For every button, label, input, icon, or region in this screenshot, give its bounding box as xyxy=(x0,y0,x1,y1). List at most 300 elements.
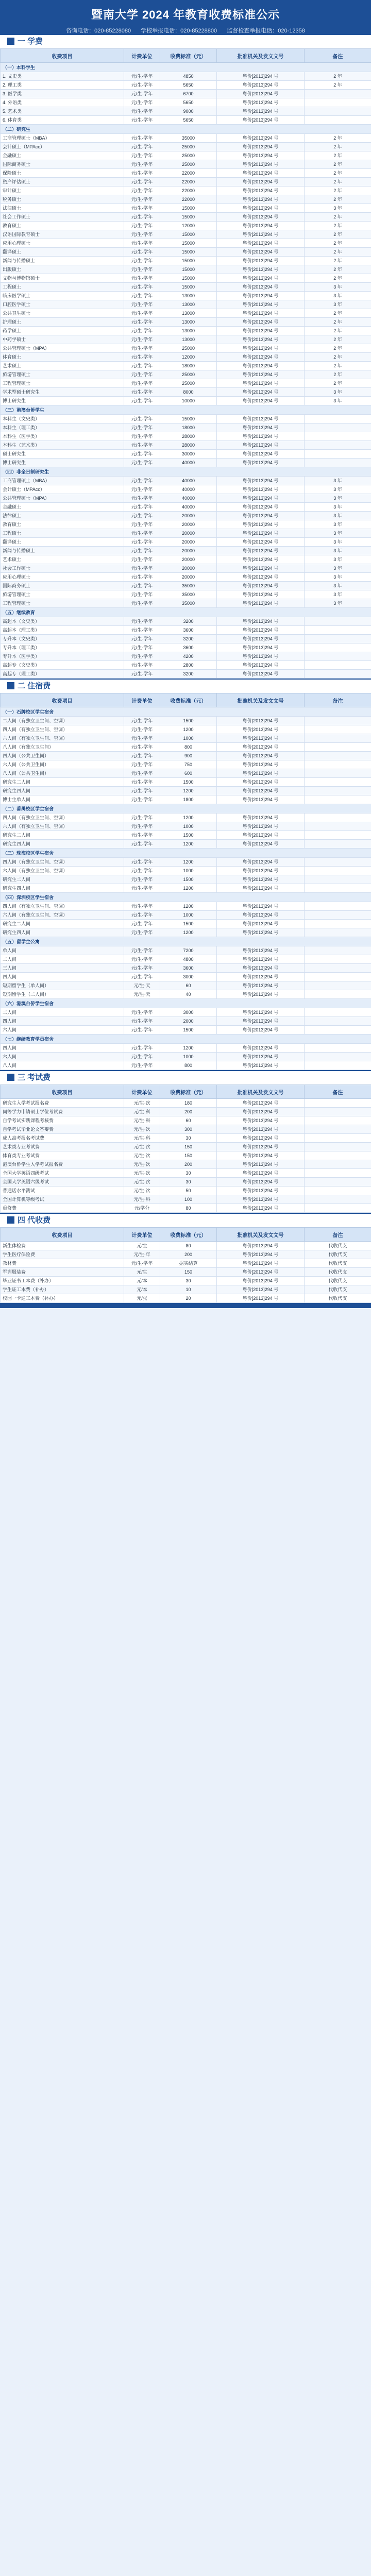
cell-document: 粤价[2013]294 号 xyxy=(217,743,305,752)
cell-note xyxy=(305,661,371,670)
cell-standard: 80 xyxy=(160,1204,217,1213)
cell-standard: 22000 xyxy=(160,178,217,187)
cell-unit: 元/生·学年 xyxy=(124,884,160,893)
cell-note: 3 年 xyxy=(305,300,371,309)
cell-item: 中药学硕士 xyxy=(1,335,124,344)
table-row xyxy=(1,1294,371,1303)
cell-note: 代收代支 xyxy=(305,1285,371,1294)
cell-item: 四人间 xyxy=(1,1017,124,1026)
cell-document: 粤价[2013]294 号 xyxy=(217,1277,305,1285)
table-row xyxy=(1,1277,371,1285)
cell-standard: 1000 xyxy=(160,1053,217,1061)
cell-document: 粤价[2013]294 号 xyxy=(217,98,305,107)
cell-note xyxy=(305,769,371,778)
footer-bar xyxy=(0,1303,371,1308)
cell-document: 粤价[2013]294 号 xyxy=(217,626,305,635)
column-header-note: 备注 xyxy=(305,49,371,63)
cell-standard: 40000 xyxy=(160,503,217,512)
group-row xyxy=(1,707,371,717)
cell-note: 2 年 xyxy=(305,327,371,335)
cell-document: 粤价[2013]294 号 xyxy=(217,441,305,450)
cell-standard: 3200 xyxy=(160,617,217,626)
table-row xyxy=(1,538,371,547)
cell-standard: 20 xyxy=(160,1294,217,1303)
cell-item: 法律硕士 xyxy=(1,512,124,520)
cell-item: 自学考试毕业论文答辩费 xyxy=(1,1125,124,1134)
column-header-note: 备注 xyxy=(305,1085,371,1099)
cell-item: 军训服装费 xyxy=(1,1268,124,1277)
table-row xyxy=(1,840,371,849)
cell-standard: 20000 xyxy=(160,538,217,547)
column-header-unit: 计费单位 xyxy=(124,1085,160,1099)
cell-document: 粤价[2013]294 号 xyxy=(217,388,305,397)
cell-document: 粤价[2013]294 号 xyxy=(217,274,305,283)
cell-item: 工程硕士 xyxy=(1,283,124,292)
table-row xyxy=(1,169,371,178)
cell-note xyxy=(305,946,371,955)
consult-phone: 咨询电话：020-85228080 xyxy=(66,28,131,34)
cell-document: 粤价[2013]294 号 xyxy=(217,257,305,265)
cell-unit: 元/生·学年 xyxy=(124,875,160,884)
table-row xyxy=(1,1151,371,1160)
cell-document: 粤价[2013]294 号 xyxy=(217,981,305,990)
cell-item: 体育硕士 xyxy=(1,353,124,362)
group-label: （三）珠海校区学生宿舍 xyxy=(1,849,371,858)
column-header-document: 批准机关及发文文号 xyxy=(217,693,305,707)
cell-note: 3 年 xyxy=(305,204,371,213)
cell-unit: 元/生·学年 xyxy=(124,512,160,520)
table-row xyxy=(1,661,371,670)
cell-item: 护理硕士 xyxy=(1,318,124,327)
cell-standard: 25000 xyxy=(160,160,217,169)
cell-item: 六人间 xyxy=(1,1026,124,1035)
section-title: 四 代收费 xyxy=(18,1216,51,1225)
table-row xyxy=(1,257,371,265)
cell-item: 艺术硕士 xyxy=(1,555,124,564)
table-header-row xyxy=(1,1085,371,1099)
cell-standard: 3000 xyxy=(160,1008,217,1017)
column-header-standard: 收费标准（元） xyxy=(160,49,217,63)
cell-document: 粤价[2013]294 号 xyxy=(217,116,305,125)
cell-document: 粤价[2013]294 号 xyxy=(217,423,305,432)
cell-standard: 3600 xyxy=(160,626,217,635)
cell-unit: 元/生·学年 xyxy=(124,441,160,450)
supervision-report-phone: 监督检查举报电话：020-12358 xyxy=(227,28,305,34)
cell-unit: 元/生·学年 xyxy=(124,1026,160,1035)
cell-standard: 60 xyxy=(160,981,217,990)
cell-document: 粤价[2013]294 号 xyxy=(217,867,305,875)
cell-unit: 元/生·学年 xyxy=(124,248,160,257)
section-title: 一 学费 xyxy=(18,37,43,46)
cell-document: 粤价[2013]294 号 xyxy=(217,1195,305,1204)
cell-note: 3 年 xyxy=(305,599,371,608)
cell-item: 金融硕士 xyxy=(1,503,124,512)
cell-note: 2 年 xyxy=(305,248,371,257)
section-marker-icon xyxy=(7,1074,14,1081)
cell-unit: 元/生·学年 xyxy=(124,143,160,151)
cell-standard: 20000 xyxy=(160,512,217,520)
cell-standard: 300 xyxy=(160,1125,217,1134)
cell-document: 粤价[2013]294 号 xyxy=(217,459,305,467)
cell-standard: 22000 xyxy=(160,195,217,204)
cell-standard: 750 xyxy=(160,760,217,769)
table-row xyxy=(1,415,371,423)
cell-note: 3 年 xyxy=(305,547,371,555)
table-row xyxy=(1,626,371,635)
cell-document: 粤价[2013]294 号 xyxy=(217,151,305,160)
cell-document: 粤价[2013]294 号 xyxy=(217,752,305,760)
cell-unit: 元/生·学年 xyxy=(124,1008,160,1017)
cell-standard: 1000 xyxy=(160,867,217,875)
table-row xyxy=(1,1285,371,1294)
cell-unit: 元/生·学年 xyxy=(124,538,160,547)
cell-document: 粤价[2013]294 号 xyxy=(217,432,305,441)
cell-item: 3. 医学类 xyxy=(1,90,124,98)
column-header-standard: 收费标准（元） xyxy=(160,1085,217,1099)
cell-item: 翻译硕士 xyxy=(1,248,124,257)
cell-item: 同等学力申请硕士学位考试费 xyxy=(1,1108,124,1116)
cell-item: 会计硕士（MPAcc） xyxy=(1,485,124,494)
cell-item: 高起专（理工类） xyxy=(1,670,124,679)
cell-standard: 15000 xyxy=(160,248,217,257)
cell-item: 4. 外语类 xyxy=(1,98,124,107)
group-row xyxy=(1,63,371,72)
cell-unit: 元/生·学年 xyxy=(124,911,160,920)
cell-unit: 元/生·天 xyxy=(124,990,160,999)
table-row xyxy=(1,973,371,981)
section-heading xyxy=(0,34,371,48)
cell-unit: 元/生·学年 xyxy=(124,717,160,725)
table-row xyxy=(1,652,371,661)
cell-standard: 200 xyxy=(160,1108,217,1116)
cell-standard: 13000 xyxy=(160,300,217,309)
cell-item: 六人间（有独立卫生间、空调） xyxy=(1,822,124,831)
table-header-row xyxy=(1,49,371,63)
group-row xyxy=(1,467,371,477)
cell-unit: 元/生·学年 xyxy=(124,213,160,222)
table-row xyxy=(1,902,371,911)
cell-note xyxy=(305,752,371,760)
table-row xyxy=(1,309,371,318)
group-row xyxy=(1,125,371,134)
cell-note xyxy=(305,778,371,787)
fee-table xyxy=(0,1084,371,1213)
cell-note xyxy=(305,670,371,679)
cell-item: 艺术类专业考试费 xyxy=(1,1143,124,1151)
cell-document: 粤价[2013]294 号 xyxy=(217,599,305,608)
cell-document: 粤价[2013]294 号 xyxy=(217,169,305,178)
cell-document: 粤价[2013]294 号 xyxy=(217,81,305,90)
cell-standard: 1000 xyxy=(160,734,217,743)
cell-note xyxy=(305,911,371,920)
cell-unit: 元/生·学年 xyxy=(124,928,160,937)
table-row xyxy=(1,1061,371,1070)
table-row xyxy=(1,743,371,752)
cell-note xyxy=(305,107,371,116)
cell-unit: 元/生·学年 xyxy=(124,725,160,734)
group-row xyxy=(1,999,371,1008)
cell-note xyxy=(305,973,371,981)
cell-note: 3 年 xyxy=(305,283,371,292)
group-label: （五）留学生公寓 xyxy=(1,937,371,946)
cell-item: 新生体检费 xyxy=(1,1242,124,1250)
cell-unit: 元/生·学年 xyxy=(124,274,160,283)
table-header-row xyxy=(1,1228,371,1242)
cell-document: 粤价[2013]294 号 xyxy=(217,769,305,778)
table-row xyxy=(1,858,371,867)
group-row xyxy=(1,849,371,858)
table-row xyxy=(1,920,371,928)
cell-standard: 10 xyxy=(160,1285,217,1294)
cell-note: 3 年 xyxy=(305,512,371,520)
cell-note xyxy=(305,884,371,893)
cell-note: 2 年 xyxy=(305,169,371,178)
cell-document: 粤价[2013]294 号 xyxy=(217,582,305,590)
cell-standard: 20000 xyxy=(160,547,217,555)
cell-document: 粤价[2013]294 号 xyxy=(217,520,305,529)
cell-standard: 35000 xyxy=(160,582,217,590)
table-row xyxy=(1,116,371,125)
cell-unit: 元/生·科 xyxy=(124,1134,160,1143)
cell-note: 3 年 xyxy=(305,494,371,503)
cell-unit: 元/生·学年 xyxy=(124,760,160,769)
cell-standard: 28000 xyxy=(160,441,217,450)
cell-note: 3 年 xyxy=(305,590,371,599)
cell-document: 粤价[2013]294 号 xyxy=(217,300,305,309)
cell-standard: 1200 xyxy=(160,787,217,795)
cell-unit: 元/生·学年 xyxy=(124,814,160,822)
cell-document: 粤价[2013]294 号 xyxy=(217,143,305,151)
column-header-document: 批准机关及发文文号 xyxy=(217,1085,305,1099)
cell-unit: 元/生·学年 xyxy=(124,858,160,867)
cell-note xyxy=(305,626,371,635)
cell-unit: 元/生·学年 xyxy=(124,743,160,752)
cell-note: 3 年 xyxy=(305,573,371,582)
table-row xyxy=(1,134,371,143)
cell-document: 粤价[2013]294 号 xyxy=(217,990,305,999)
cell-note xyxy=(305,1061,371,1070)
table-row xyxy=(1,1099,371,1108)
cell-unit: 元/生·学年 xyxy=(124,107,160,116)
cell-item: 工商管理硕士（MBA） xyxy=(1,134,124,143)
cell-note xyxy=(305,955,371,964)
cell-item: 四人间（有独立卫生间、空调） xyxy=(1,858,124,867)
cell-unit: 元/生·学年 xyxy=(124,635,160,643)
cell-standard: 3200 xyxy=(160,670,217,679)
cell-item: 硕士研究生 xyxy=(1,450,124,459)
cell-note: 2 年 xyxy=(305,222,371,230)
cell-document: 粤价[2013]294 号 xyxy=(217,318,305,327)
cell-document: 粤价[2013]294 号 xyxy=(217,840,305,849)
table-row xyxy=(1,379,371,388)
cell-note xyxy=(305,858,371,867)
table-row xyxy=(1,423,371,432)
cell-item: 教育硕士 xyxy=(1,222,124,230)
cell-item: 校园一卡通工本费（补办） xyxy=(1,1294,124,1303)
cell-unit: 元/生·次 xyxy=(124,1160,160,1169)
table-row xyxy=(1,1017,371,1026)
cell-unit: 元/生·学年 xyxy=(124,116,160,125)
cell-item: 2. 理工类 xyxy=(1,81,124,90)
table-row xyxy=(1,1268,371,1277)
cell-unit: 元/生·学年 xyxy=(124,485,160,494)
cell-item: 本科生（艺术类） xyxy=(1,441,124,450)
cell-note: 3 年 xyxy=(305,555,371,564)
cell-standard: 据实结算 xyxy=(160,1259,217,1268)
cell-item: 社会工作硕士 xyxy=(1,213,124,222)
cell-note xyxy=(305,1017,371,1026)
cell-document: 粤价[2013]294 号 xyxy=(217,1125,305,1134)
cell-note xyxy=(305,902,371,911)
cell-item: 重修费 xyxy=(1,1204,124,1213)
cell-note xyxy=(305,90,371,98)
cell-document: 粤价[2013]294 号 xyxy=(217,204,305,213)
cell-item: 体育类专业考试费 xyxy=(1,1151,124,1160)
cell-unit: 元/生·学年 xyxy=(124,831,160,840)
table-row xyxy=(1,1204,371,1213)
cell-standard: 30 xyxy=(160,1169,217,1178)
cell-note: 3 年 xyxy=(305,520,371,529)
cell-unit: 元/生·学年 xyxy=(124,529,160,538)
cell-unit: 元/生·学年 xyxy=(124,344,160,353)
cell-item: 高起专（文史类） xyxy=(1,661,124,670)
table-row xyxy=(1,1026,371,1035)
cell-document: 粤价[2013]294 号 xyxy=(217,717,305,725)
cell-document: 粤价[2013]294 号 xyxy=(217,1026,305,1035)
cell-note xyxy=(305,432,371,441)
cell-document: 粤价[2013]294 号 xyxy=(217,564,305,573)
table-row xyxy=(1,494,371,503)
cell-note: 代收代支 xyxy=(305,1259,371,1268)
group-label: （二）番禺校区学生宿舍 xyxy=(1,804,371,814)
cell-item: 学生医疗保险费 xyxy=(1,1250,124,1259)
cell-note: 2 年 xyxy=(305,370,371,379)
cell-unit: 元/生·学年 xyxy=(124,432,160,441)
cell-document: 粤价[2013]294 号 xyxy=(217,222,305,230)
cell-document: 粤价[2013]294 号 xyxy=(217,335,305,344)
cell-unit: 元/生·学年 xyxy=(124,867,160,875)
cell-unit: 元/生 xyxy=(124,1268,160,1277)
cell-unit: 元/生·学年 xyxy=(124,388,160,397)
cell-note: 3 年 xyxy=(305,538,371,547)
table-row xyxy=(1,318,371,327)
cell-note: 代收代支 xyxy=(305,1268,371,1277)
cell-standard: 12000 xyxy=(160,222,217,230)
cell-standard: 40000 xyxy=(160,494,217,503)
cell-unit: 元/生·学年 xyxy=(124,292,160,300)
cell-standard: 180 xyxy=(160,1099,217,1108)
table-row xyxy=(1,725,371,734)
table-row xyxy=(1,388,371,397)
column-header-document: 批准机关及发文文号 xyxy=(217,49,305,63)
cell-item: 研究生四人间 xyxy=(1,840,124,849)
cell-unit: 元/生·学年 xyxy=(124,734,160,743)
cell-standard: 1200 xyxy=(160,928,217,937)
cell-document: 粤价[2013]294 号 xyxy=(217,213,305,222)
cell-note xyxy=(305,760,371,769)
table-row xyxy=(1,459,371,467)
cell-unit: 元/生·学年 xyxy=(124,300,160,309)
cell-note xyxy=(305,415,371,423)
cell-note: 2 年 xyxy=(305,379,371,388)
cell-item: 保险硕士 xyxy=(1,169,124,178)
cell-standard: 200 xyxy=(160,1160,217,1169)
cell-document: 粤价[2013]294 号 xyxy=(217,760,305,769)
cell-note xyxy=(305,1044,371,1053)
cell-item: 公共卫生硕士 xyxy=(1,309,124,318)
table-row xyxy=(1,512,371,520)
group-row xyxy=(1,1035,371,1044)
cell-note xyxy=(305,1125,371,1134)
group-label: （一）本科学生 xyxy=(1,63,371,72)
cell-note xyxy=(305,867,371,875)
cell-note xyxy=(305,1204,371,1213)
cell-standard: 200 xyxy=(160,1250,217,1259)
cell-standard: 1200 xyxy=(160,902,217,911)
cell-note xyxy=(305,1178,371,1187)
section-heading xyxy=(0,679,371,693)
cell-document: 粤价[2013]294 号 xyxy=(217,1108,305,1116)
cell-standard: 6700 xyxy=(160,90,217,98)
table-row xyxy=(1,239,371,248)
table-row xyxy=(1,503,371,512)
cell-standard: 5650 xyxy=(160,81,217,90)
cell-item: 出版硕士 xyxy=(1,265,124,274)
section-title: 二 住宿费 xyxy=(18,682,51,690)
table-row xyxy=(1,778,371,787)
table-row xyxy=(1,204,371,213)
cell-note: 3 年 xyxy=(305,503,371,512)
cell-item: 博士研究生 xyxy=(1,397,124,405)
cell-item: 应用心理硕士 xyxy=(1,573,124,582)
cell-note: 代收代支 xyxy=(305,1242,371,1250)
cell-document: 粤价[2013]294 号 xyxy=(217,239,305,248)
cell-standard: 13000 xyxy=(160,335,217,344)
table-row xyxy=(1,617,371,626)
cell-document: 粤价[2013]294 号 xyxy=(217,884,305,893)
cell-document: 粤价[2013]294 号 xyxy=(217,911,305,920)
cell-unit: 元/生·学年 xyxy=(124,503,160,512)
cell-unit: 元/生·学年 xyxy=(124,169,160,178)
table-row xyxy=(1,1125,371,1134)
section-marker-icon xyxy=(7,682,14,689)
cell-unit: 元/生·学年 xyxy=(124,795,160,804)
cell-document: 粤价[2013]294 号 xyxy=(217,778,305,787)
cell-document: 粤价[2013]294 号 xyxy=(217,1053,305,1061)
cell-standard: 25000 xyxy=(160,379,217,388)
cell-standard: 1500 xyxy=(160,717,217,725)
cell-document: 粤价[2013]294 号 xyxy=(217,1151,305,1160)
cell-unit: 元/生·学年 xyxy=(124,769,160,778)
cell-note xyxy=(305,423,371,432)
table-row xyxy=(1,485,371,494)
cell-standard: 13000 xyxy=(160,309,217,318)
cell-document: 粤价[2013]294 号 xyxy=(217,547,305,555)
cell-unit: 元/生·学年 xyxy=(124,902,160,911)
cell-note xyxy=(305,840,371,849)
cell-note xyxy=(305,98,371,107)
cell-item: 教材费 xyxy=(1,1259,124,1268)
table-row xyxy=(1,573,371,582)
cell-unit: 元/生·学年 xyxy=(124,134,160,143)
cell-note: 3 年 xyxy=(305,564,371,573)
table-row xyxy=(1,248,371,257)
table-row xyxy=(1,178,371,187)
cell-unit: 元/生·次 xyxy=(124,1099,160,1108)
table-row xyxy=(1,90,371,98)
section-heading xyxy=(0,1070,371,1084)
cell-unit: 元/生·学年 xyxy=(124,459,160,467)
